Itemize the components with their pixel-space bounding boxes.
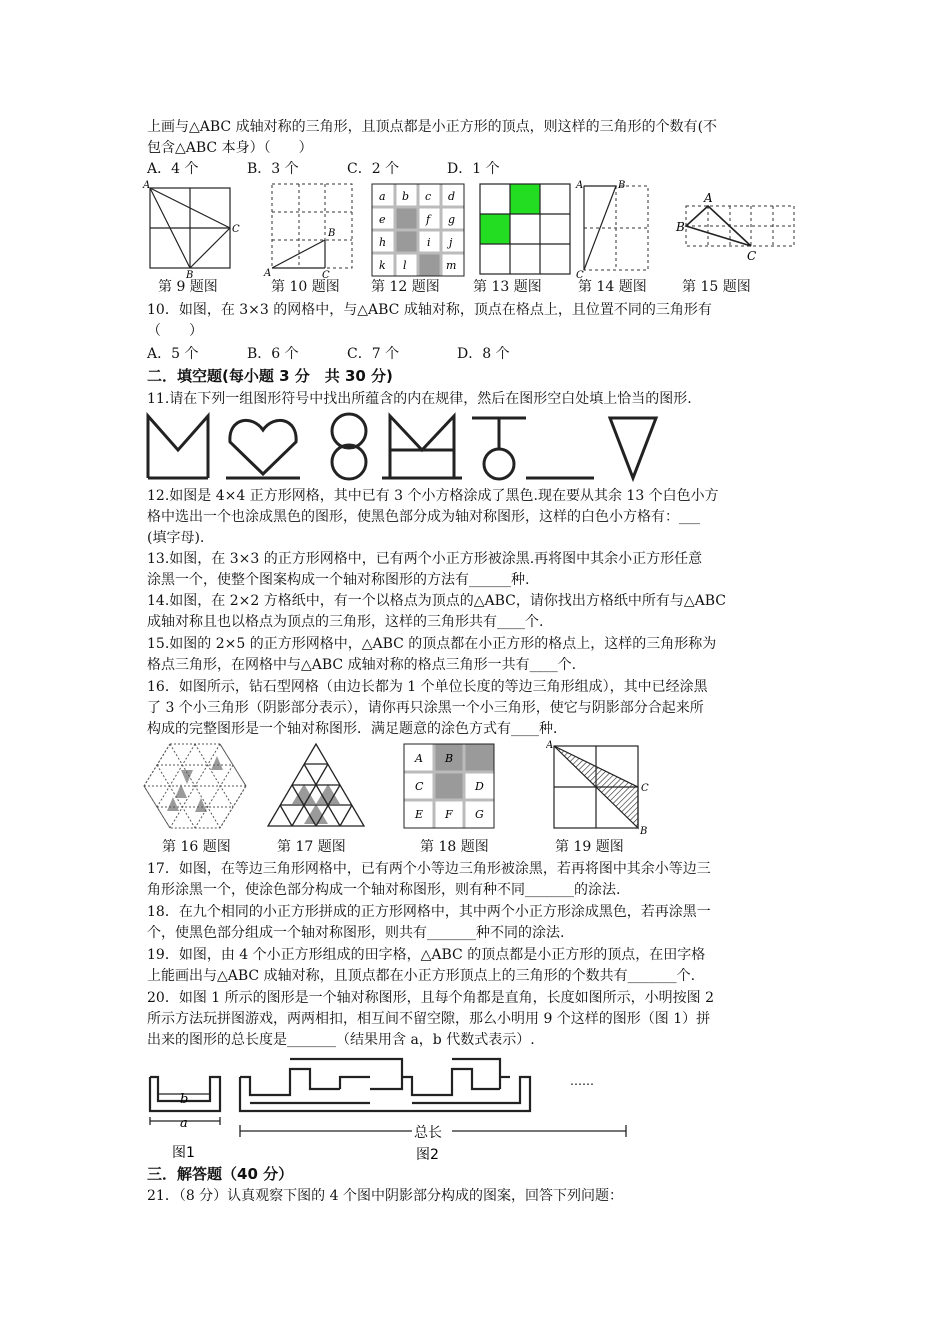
q17-line1: 17．如图，在等边三角形网格中，已有两个小等边三角形被涂黑，若再将图中其余小等边三 bbox=[147, 861, 711, 877]
label-a: A bbox=[704, 191, 713, 205]
q9-options bbox=[147, 159, 815, 180]
caption-13: 第 13 题图 bbox=[473, 279, 542, 295]
caption-15: 第 15 题图 bbox=[682, 279, 751, 295]
figure-9 bbox=[140, 180, 240, 280]
q20-line1: 20．如图 1 所示的图形是一个轴对称图形，且每个角都是直角，长度如图所示，小明按图 2 bbox=[147, 990, 714, 1006]
cell-d: D bbox=[475, 780, 484, 793]
q11-symbol-sequence bbox=[140, 410, 660, 482]
figure-16 bbox=[140, 740, 250, 834]
cell-k: k bbox=[379, 259, 386, 272]
q16-line3: 构成的完整图形是一个轴对称图形．满足题意的涂色方式有____种． bbox=[147, 721, 567, 737]
label-a: A bbox=[546, 740, 554, 751]
label-a: A bbox=[264, 268, 272, 279]
q16-line2: 了 3 个小三角形（阴影部分表示），请你再只涂黑一个小三角形，使它与阴影部分合起来所 bbox=[147, 700, 704, 716]
caption-16: 第 16 题图 bbox=[162, 839, 231, 855]
label-b: b bbox=[180, 1092, 189, 1107]
cell-l: l bbox=[403, 259, 407, 272]
q17-line2: 角形涂黑一个，使涂色部分构成一个轴对称图形，则有种不同_______的涂法. bbox=[147, 882, 621, 898]
cell-b: b bbox=[402, 190, 410, 203]
fig2-label: 图2 bbox=[416, 1147, 439, 1163]
cell-f: f bbox=[426, 213, 431, 226]
q20-line3: 出来的图形的总长度是_______（结果用含 a，b 代数式表示）. bbox=[147, 1032, 535, 1048]
figure-13 bbox=[478, 182, 574, 278]
q10-line1: 10．如图，在 3×3 的网格中，与△ABC 成轴对称，顶点在格点上，且位置不同的三角形有 bbox=[147, 302, 712, 318]
q9-option-a: A．4 个 bbox=[147, 161, 199, 177]
caption-18: 第 18 题图 bbox=[420, 839, 489, 855]
cell-c: C bbox=[415, 780, 424, 793]
q10-option-c: C．7 个 bbox=[347, 346, 400, 362]
caption-17: 第 17 题图 bbox=[277, 839, 346, 855]
figure-20 bbox=[140, 1055, 640, 1165]
cell-i: i bbox=[427, 236, 431, 249]
fig1-label: 图1 bbox=[172, 1145, 195, 1161]
figure-17 bbox=[266, 740, 366, 834]
q16-line1: 16．如图所示，钻石型网格（由边长都为 1 个单位长度的等边三角形组成），其中已经涂黑 bbox=[147, 679, 708, 695]
label-c: C bbox=[232, 224, 240, 235]
figure-18 bbox=[402, 740, 498, 834]
figure-19 bbox=[546, 740, 656, 834]
q14-line2: 成轴对称且也以格点为顶点的三角形，这样的三角形共有____个. bbox=[147, 614, 544, 630]
figure-14 bbox=[574, 180, 664, 280]
cell-j: j bbox=[449, 236, 453, 249]
label-c: C bbox=[322, 270, 330, 280]
q14-line1: 14.如图，在 2×2 方格纸中，有一个以格点为顶点的△ABC，请你找出方格纸中所有与△ABC bbox=[147, 593, 726, 609]
label-b: B bbox=[186, 270, 194, 280]
q10-line2: （ ） bbox=[147, 323, 203, 339]
q18-line1: 18．在九个相同的小正方形拼成的正方形网格中，其中两个小正方形涂成黑色，若再涂黑一 bbox=[147, 904, 711, 920]
cell-m: m bbox=[446, 259, 457, 272]
caption-14: 第 14 题图 bbox=[578, 279, 647, 295]
caption-9: 第 9 题图 bbox=[158, 279, 218, 295]
cell-b: B bbox=[445, 752, 454, 765]
label-b: B bbox=[618, 180, 626, 191]
q13-line2: 涂黑一个，使整个图案构成一个轴对称图形的方法有______种. bbox=[147, 572, 530, 588]
label-a: A bbox=[576, 180, 584, 191]
total-length-label: 总长 bbox=[414, 1125, 442, 1141]
label-b: B bbox=[328, 228, 336, 239]
label-a: a bbox=[180, 1116, 188, 1131]
caption-10: 第 10 题图 bbox=[271, 279, 340, 295]
q10-option-a: A．5 个 bbox=[147, 346, 199, 362]
q12-line1: 12.如图是 4×4 正方形网格，其中已有 3 个小方格涂成了黑色.现在要从其余 13 个白色小方 bbox=[147, 488, 719, 504]
q10-option-b: B．6 个 bbox=[247, 346, 299, 362]
q19-line1: 19．如图，由 4 个小正方形组成的田字格，△ABC 的顶点都是小正方形的顶点，在田字格 bbox=[147, 947, 706, 963]
q13-line1: 13.如图，在 3×3 的正方形网格中，已有两个小正方形被涂黑.再将图中其余小正方形任意 bbox=[147, 551, 703, 567]
cell-d: d bbox=[448, 190, 456, 203]
cell-a: a bbox=[379, 190, 386, 203]
q21-text: 21．（8 分）认真观察下图的 4 个图中阴影部分构成的图案，回答下列问题： bbox=[147, 1188, 623, 1204]
ellipsis: …… bbox=[570, 1074, 594, 1088]
cell-e: e bbox=[379, 213, 386, 226]
label-c: C bbox=[641, 783, 649, 794]
figure-10 bbox=[262, 180, 362, 280]
q9-option-d: D．1 个 bbox=[447, 161, 500, 177]
q9-option-c: C．2 个 bbox=[347, 161, 400, 177]
q20-line2: 所示方法玩拼图游戏，两两相扣，相互间不留空隙，那么小明用 9 个这样的图形（图 1）拼 bbox=[147, 1011, 711, 1027]
caption-19: 第 19 题图 bbox=[555, 839, 624, 855]
section-3-heading: 三．解答题（40 分） bbox=[147, 1165, 294, 1183]
q9-option-b: B．3 个 bbox=[247, 161, 299, 177]
cell-h: h bbox=[379, 236, 387, 249]
label-a: A bbox=[143, 180, 151, 191]
cell-a: A bbox=[415, 752, 423, 765]
figure-12 bbox=[370, 182, 466, 278]
q12-line2: 格中选出一个也涂成黑色的图形，使黑色部分成为轴对称图形，这样的白色小方格有：___ bbox=[147, 509, 700, 525]
q19-line2: 上能画出与△ABC 成轴对称，且顶点都在小正方形顶点上的三角形的个数共有_______个. bbox=[147, 968, 696, 984]
section-2-heading: 二．填空题(每小题 3 分 共 30 分) bbox=[147, 367, 393, 385]
label-b: B bbox=[640, 826, 648, 834]
figure-15 bbox=[674, 190, 804, 264]
label-c: C bbox=[576, 270, 584, 280]
cell-e: E bbox=[415, 808, 424, 821]
q9-line2: 包含△ABC 本身）（ ） bbox=[147, 140, 313, 156]
q15-line1: 15.如图的 2×5 的正方形网格中，△ABC 的顶点都在小正方形的格点上，这样的三角形称为 bbox=[147, 636, 717, 652]
cell-f: F bbox=[445, 808, 453, 821]
caption-12: 第 12 题图 bbox=[371, 279, 440, 295]
q12-line3: (填字母). bbox=[147, 530, 205, 546]
q11-text: 11.请在下列一组图形符号中找出所蕴含的内在规律，然后在图形空白处填上恰当的图形. bbox=[147, 391, 692, 407]
q10-options bbox=[147, 344, 815, 365]
cell-c: c bbox=[425, 190, 432, 203]
cell-g: g bbox=[448, 213, 456, 226]
q9-line1: 上画与△ABC 成轴对称的三角形，且顶点都是小正方形的顶点，则这样的三角形的个数有(不 bbox=[147, 119, 718, 135]
q18-line2: 个，使黑色部分组成一个轴对称图形，则共有_______种不同的涂法. bbox=[147, 925, 565, 941]
q10-option-d: D．8 个 bbox=[457, 346, 510, 362]
label-b: B bbox=[676, 220, 685, 234]
cell-g: G bbox=[475, 808, 484, 821]
q15-line2: 格点三角形，在网格中与△ABC 成轴对称的格点三角形一共有____个. bbox=[147, 657, 577, 673]
label-c: C bbox=[747, 249, 757, 263]
